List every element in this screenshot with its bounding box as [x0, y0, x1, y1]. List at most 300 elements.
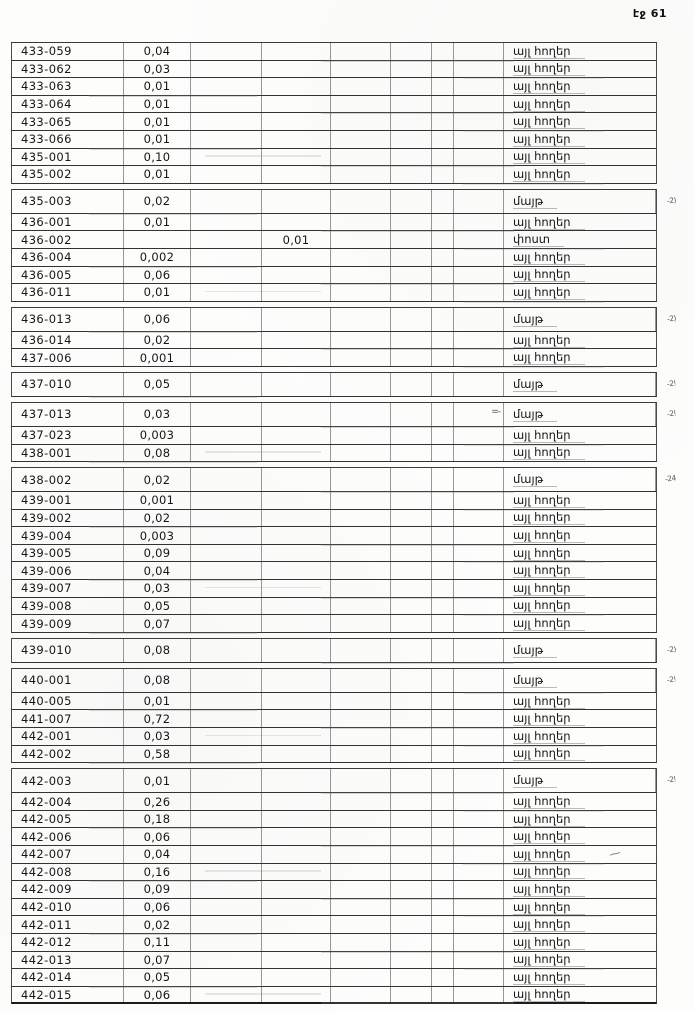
cell-empty-5: [331, 284, 391, 301]
cell-land-type: [504, 231, 656, 248]
land-type-label: այլ հողեր: [513, 61, 585, 76]
table-row: [11, 693, 657, 711]
cell-land-type: [504, 78, 656, 95]
cell-empty-5: [331, 846, 391, 863]
cell-empty-5: [331, 149, 391, 166]
cell-empty-6: [391, 934, 432, 951]
cell-land-type: [504, 580, 656, 597]
cell-land-type: [504, 510, 656, 527]
cell-empty-6: [391, 214, 432, 231]
cell-empty-7: [432, 639, 454, 662]
cell-empty-6: [391, 793, 432, 810]
table-row: [11, 214, 657, 232]
cell-empty-8: [454, 846, 504, 863]
cell-empty-7: [432, 846, 454, 863]
cell-empty-3: [191, 166, 262, 183]
table-row: [11, 467, 677, 492]
cell-area-value: 0,01: [124, 78, 191, 95]
cell-empty-5: [331, 427, 391, 444]
table-row: [11, 864, 657, 882]
table-row: [11, 492, 657, 510]
table-row: [11, 510, 657, 528]
cell-area-value: [124, 231, 191, 248]
cell-empty-7: [432, 308, 454, 331]
cell-area-value: 0,06: [124, 267, 191, 284]
cell-area-value-alt: [262, 952, 331, 969]
land-type-label: մայթ: [513, 377, 557, 392]
cell-empty-6: [391, 492, 432, 509]
cell-empty-3: [191, 249, 262, 266]
cell-empty-5: [331, 952, 391, 969]
cell-parcel-code: 436-001: [12, 214, 124, 231]
cell-empty-8: [454, 969, 504, 986]
table-row: [11, 166, 657, 184]
cell-area-value: 0,02: [124, 332, 191, 349]
cell-empty-3: [191, 96, 262, 113]
cell-land-type: [504, 427, 656, 444]
table-row: [11, 846, 657, 864]
cell-empty-3: [191, 308, 262, 331]
cell-parcel-code: 435-003: [12, 190, 124, 213]
cell-empty-3: [191, 562, 262, 579]
cell-area-value: 0,001: [124, 492, 191, 509]
cell-empty-3: [191, 149, 262, 166]
cell-empty-5: [331, 669, 391, 692]
cell-land-type: [504, 562, 656, 579]
cell-empty-3: [191, 231, 262, 248]
table-row: [11, 445, 657, 463]
cell-empty-5: [331, 231, 391, 248]
cell-empty-3: [191, 403, 262, 426]
land-type-label: այլ հողեր: [513, 149, 585, 164]
cell-empty-6: [391, 987, 432, 1003]
cell-empty-7: [432, 43, 454, 60]
cell-empty-3: [191, 769, 262, 792]
cell-area-value: 0,09: [124, 881, 191, 898]
cell-empty-6: [391, 899, 432, 916]
cell-area-value-alt: [262, 510, 331, 527]
land-type-label: այլ հողեր: [513, 428, 585, 443]
cell-area-value: 0,06: [124, 828, 191, 845]
cell-empty-7: [432, 669, 454, 692]
cell-empty-6: [391, 43, 432, 60]
cell-empty-5: [331, 693, 391, 710]
cell-land-type: [504, 349, 656, 366]
cell-empty-3: [191, 61, 262, 78]
cell-empty-5: [331, 332, 391, 349]
table-row: [11, 349, 657, 367]
cell-empty-8: [454, 580, 504, 597]
cell-parcel-code: 435-002: [12, 166, 124, 183]
cell-empty-6: [391, 769, 432, 792]
cell-area-value: 0,01: [124, 693, 191, 710]
cell-empty-8: [454, 61, 504, 78]
cell-land-type: [504, 615, 656, 632]
cell-area-value: 0,003: [124, 427, 191, 444]
cell-empty-7: [432, 710, 454, 727]
cell-empty-3: [191, 615, 262, 632]
pencil-mark: =-: [491, 406, 500, 417]
cell-empty-3: [191, 373, 262, 396]
cell-area-value-alt: [262, 249, 331, 266]
cell-empty-5: [331, 881, 391, 898]
cell-empty-8: [454, 793, 504, 810]
cell-parcel-code: 442-012: [12, 934, 124, 951]
cell-empty-6: [391, 728, 432, 745]
cell-empty-6: [391, 916, 432, 933]
land-type-label: մայթ: [513, 773, 557, 788]
cell-empty-5: [331, 166, 391, 183]
cell-empty-8: [454, 308, 504, 331]
land-type-label: այլ հողեր: [513, 333, 585, 348]
cell-empty-8: [454, 284, 504, 301]
table-row: [11, 78, 657, 96]
cell-empty-7: [432, 96, 454, 113]
cell-empty-3: [191, 78, 262, 95]
cell-area-value: 0,01: [124, 113, 191, 130]
cell-area-value: 0,02: [124, 510, 191, 527]
cell-area-value: 0,003: [124, 527, 191, 544]
cell-empty-6: [391, 846, 432, 863]
land-type-label: այլ հողեր: [513, 510, 585, 525]
cell-empty-7: [432, 332, 454, 349]
table-row: [11, 307, 677, 332]
cell-land-type: [504, 969, 656, 986]
cell-area-value: 0,001: [124, 349, 191, 366]
cell-empty-8: [454, 214, 504, 231]
cell-parcel-code: 438-001: [12, 445, 124, 462]
cell-empty-5: [331, 308, 391, 331]
table-row: [11, 668, 677, 693]
cell-area-value: 0,07: [124, 615, 191, 632]
cell-land-type: [504, 846, 656, 863]
cell-empty-7: [432, 373, 454, 396]
cell-parcel-code: 442-014: [12, 969, 124, 986]
cell-land-type: [504, 96, 656, 113]
table-row: [11, 527, 657, 545]
cell-empty-8: [454, 445, 504, 462]
cell-empty-7: [432, 811, 454, 828]
cell-empty-3: [191, 580, 262, 597]
cell-empty-8: [454, 693, 504, 710]
cell-parcel-code: 442-009: [12, 881, 124, 898]
cell-parcel-code: 441-007: [12, 710, 124, 727]
table-row: [11, 728, 657, 746]
cell-area-value: 0,02: [124, 190, 191, 213]
cell-empty-6: [391, 332, 432, 349]
cell-parcel-code: 442-011: [12, 916, 124, 933]
cell-parcel-code: 439-006: [12, 562, 124, 579]
table-row: [11, 267, 657, 285]
land-type-label: այլ հողեր: [513, 528, 585, 543]
table-row: [11, 793, 657, 811]
cell-empty-7: [432, 693, 454, 710]
cell-empty-3: [191, 846, 262, 863]
cell-area-value: 0,05: [124, 373, 191, 396]
cell-area-value-alt: [262, 267, 331, 284]
cell-empty-5: [331, 769, 391, 792]
cell-empty-5: [331, 78, 391, 95]
cell-empty-3: [191, 828, 262, 845]
cell-area-value-alt: [262, 349, 331, 366]
cell-land-type: [504, 267, 656, 284]
cell-empty-6: [391, 96, 432, 113]
cell-area-value: 0,04: [124, 846, 191, 863]
land-type-label: այլ հողեր: [513, 267, 585, 282]
cell-area-value: 0,18: [124, 811, 191, 828]
cell-empty-6: [391, 710, 432, 727]
cell-land-type: [504, 987, 656, 1003]
cell-parcel-code: 433-066: [12, 131, 124, 148]
table-row: [11, 189, 677, 214]
cell-area-value-alt: [262, 373, 331, 396]
table-row: [11, 899, 657, 917]
cell-empty-6: [391, 61, 432, 78]
cell-empty-5: [331, 969, 391, 986]
cell-empty-7: [432, 267, 454, 284]
cell-area-value: 0,26: [124, 793, 191, 810]
cell-empty-8: [454, 545, 504, 562]
cell-empty-6: [391, 545, 432, 562]
cell-empty-6: [391, 403, 432, 426]
cell-parcel-code: 442-015: [12, 987, 124, 1003]
cell-parcel-code: 442-008: [12, 864, 124, 881]
cell-empty-7: [432, 349, 454, 366]
land-type-label: այլ հողեր: [513, 694, 585, 709]
cell-area-value-alt: [262, 580, 331, 597]
cell-land-type: [504, 746, 656, 763]
land-type-label: այլ հողեր: [513, 812, 585, 827]
cell-land-type: [504, 373, 656, 396]
cell-empty-5: [331, 639, 391, 662]
cell-area-value-alt: [262, 468, 331, 491]
cell-empty-5: [331, 190, 391, 213]
cell-empty-8: [454, 769, 504, 792]
cell-land-type: [504, 545, 656, 562]
cell-parcel-code: 436-004: [12, 249, 124, 266]
cell-empty-8: [454, 864, 504, 881]
cell-area-value: 0,01: [124, 214, 191, 231]
table-row: [11, 969, 657, 987]
cell-empty-8: [454, 615, 504, 632]
cell-empty-6: [391, 427, 432, 444]
cell-empty-5: [331, 545, 391, 562]
cell-land-type: [504, 131, 656, 148]
cell-area-value-alt: [262, 710, 331, 727]
cell-area-value-alt: [262, 78, 331, 95]
cell-land-type: [504, 769, 656, 792]
cell-land-type: [504, 61, 656, 78]
cell-parcel-code: 433-063: [12, 78, 124, 95]
margin-annotation: -2!: [666, 378, 677, 389]
land-type-label: այլ հողեր: [513, 581, 585, 596]
cell-empty-7: [432, 746, 454, 763]
cell-empty-6: [391, 113, 432, 130]
cell-empty-8: [454, 43, 504, 60]
cell-empty-7: [432, 545, 454, 562]
land-type-label: այլ հողեր: [513, 250, 585, 265]
cell-parcel-code: 442-001: [12, 728, 124, 745]
cell-empty-5: [331, 43, 391, 60]
cell-parcel-code: 439-001: [12, 492, 124, 509]
cell-area-value: 0,01: [124, 166, 191, 183]
cell-area-value: 0,06: [124, 987, 191, 1003]
cell-land-type: [504, 249, 656, 266]
table-row: [11, 231, 657, 249]
table-row: [11, 113, 657, 131]
table-row: [11, 952, 657, 970]
cell-land-type: [504, 881, 656, 898]
cell-empty-7: [432, 249, 454, 266]
margin-annotation: -2): [666, 313, 677, 324]
cell-empty-7: [432, 284, 454, 301]
cell-empty-5: [331, 445, 391, 462]
cell-land-type: [504, 149, 656, 166]
cell-empty-3: [191, 43, 262, 60]
cell-empty-5: [331, 562, 391, 579]
cell-area-value-alt: [262, 562, 331, 579]
cell-empty-7: [432, 899, 454, 916]
cell-area-value-alt: [262, 403, 331, 426]
cell-area-value: 0,01: [124, 284, 191, 301]
cell-empty-7: [432, 793, 454, 810]
cell-empty-8: [454, 427, 504, 444]
cell-parcel-code: 437-023: [12, 427, 124, 444]
cell-empty-3: [191, 598, 262, 615]
cell-empty-8: [454, 899, 504, 916]
cell-parcel-code: 442-006: [12, 828, 124, 845]
cell-empty-3: [191, 881, 262, 898]
cell-area-value: 0,09: [124, 545, 191, 562]
cell-empty-3: [191, 728, 262, 745]
cell-empty-8: [454, 113, 504, 130]
land-type-label: այլ հողեր: [513, 746, 585, 761]
land-type-label: այլ հողեր: [513, 493, 585, 508]
cell-empty-6: [391, 349, 432, 366]
cell-empty-5: [331, 492, 391, 509]
cell-land-type: [504, 166, 656, 183]
cell-land-type: [504, 284, 656, 301]
cell-empty-8: [454, 828, 504, 845]
cell-empty-7: [432, 427, 454, 444]
land-type-label: այլ հողեր: [513, 847, 585, 862]
cell-empty-8: [454, 96, 504, 113]
cell-land-type: [504, 492, 656, 509]
cell-land-type: [504, 728, 656, 745]
cell-empty-6: [391, 828, 432, 845]
cell-land-type: [504, 952, 656, 969]
cell-empty-7: [432, 987, 454, 1003]
cell-empty-3: [191, 131, 262, 148]
cell-area-value-alt: [262, 166, 331, 183]
table-row: [11, 580, 657, 598]
table-row: [11, 149, 657, 167]
cell-empty-8: [454, 881, 504, 898]
cell-area-value: 0,01: [124, 769, 191, 792]
cell-empty-6: [391, 693, 432, 710]
cell-empty-3: [191, 669, 262, 692]
cell-area-value-alt: [262, 308, 331, 331]
land-type-label: մայթ: [513, 312, 557, 327]
cell-empty-7: [432, 969, 454, 986]
cell-empty-8: [454, 669, 504, 692]
cell-area-value-alt: [262, 43, 331, 60]
cell-area-value-alt: [262, 693, 331, 710]
cell-area-value-alt: [262, 987, 331, 1003]
land-parcel-table: [11, 42, 677, 1004]
cell-empty-8: [454, 492, 504, 509]
land-type-label: այլ հողեր: [513, 114, 585, 129]
table-row: [11, 562, 657, 580]
cell-land-type: [504, 828, 656, 845]
cell-area-value: 0,01: [124, 96, 191, 113]
cell-area-value-alt: [262, 793, 331, 810]
cell-land-type: [504, 113, 656, 130]
cell-empty-7: [432, 113, 454, 130]
cell-area-value: 0,02: [124, 468, 191, 491]
cell-area-value-alt: [262, 492, 331, 509]
cell-empty-8: [454, 916, 504, 933]
land-type-label: այլ հողեր: [513, 79, 585, 94]
cell-empty-5: [331, 934, 391, 951]
cell-empty-8: [454, 267, 504, 284]
cell-empty-3: [191, 793, 262, 810]
land-type-label: այլ հողեր: [513, 215, 585, 230]
cell-empty-6: [391, 468, 432, 491]
cell-area-value-alt: [262, 527, 331, 544]
margin-annotation: -2!: [666, 774, 677, 785]
table-row: [11, 249, 657, 267]
cell-empty-8: [454, 562, 504, 579]
cell-empty-6: [391, 166, 432, 183]
cell-empty-8: [454, 78, 504, 95]
cell-empty-6: [391, 615, 432, 632]
cell-empty-7: [432, 492, 454, 509]
land-type-label: այլ հողեր: [513, 729, 585, 744]
cell-empty-6: [391, 639, 432, 662]
cell-empty-7: [432, 916, 454, 933]
cell-empty-7: [432, 445, 454, 462]
cell-empty-5: [331, 987, 391, 1003]
table-row: [11, 638, 677, 663]
cell-empty-5: [331, 793, 391, 810]
cell-area-value: 0,01: [124, 131, 191, 148]
cell-area-value-alt: [262, 881, 331, 898]
land-type-label: այլ հողեր: [513, 829, 585, 844]
cell-empty-5: [331, 267, 391, 284]
cell-empty-6: [391, 190, 432, 213]
cell-empty-6: [391, 881, 432, 898]
cell-area-value-alt: [262, 131, 331, 148]
cell-empty-6: [391, 952, 432, 969]
cell-empty-5: [331, 214, 391, 231]
cell-empty-7: [432, 881, 454, 898]
cell-empty-8: [454, 373, 504, 396]
cell-empty-7: [432, 231, 454, 248]
cell-empty-7: [432, 131, 454, 148]
cell-land-type: [504, 468, 656, 491]
cell-parcel-code: 440-001: [12, 669, 124, 692]
land-type-label: այլ հողեր: [513, 350, 585, 365]
cell-area-value-alt: [262, 113, 331, 130]
cell-empty-7: [432, 615, 454, 632]
cell-empty-8: [454, 746, 504, 763]
cell-empty-3: [191, 916, 262, 933]
cell-empty-3: [191, 284, 262, 301]
cell-empty-6: [391, 149, 432, 166]
cell-area-value: 0,02: [124, 916, 191, 933]
cell-land-type: [504, 669, 656, 692]
